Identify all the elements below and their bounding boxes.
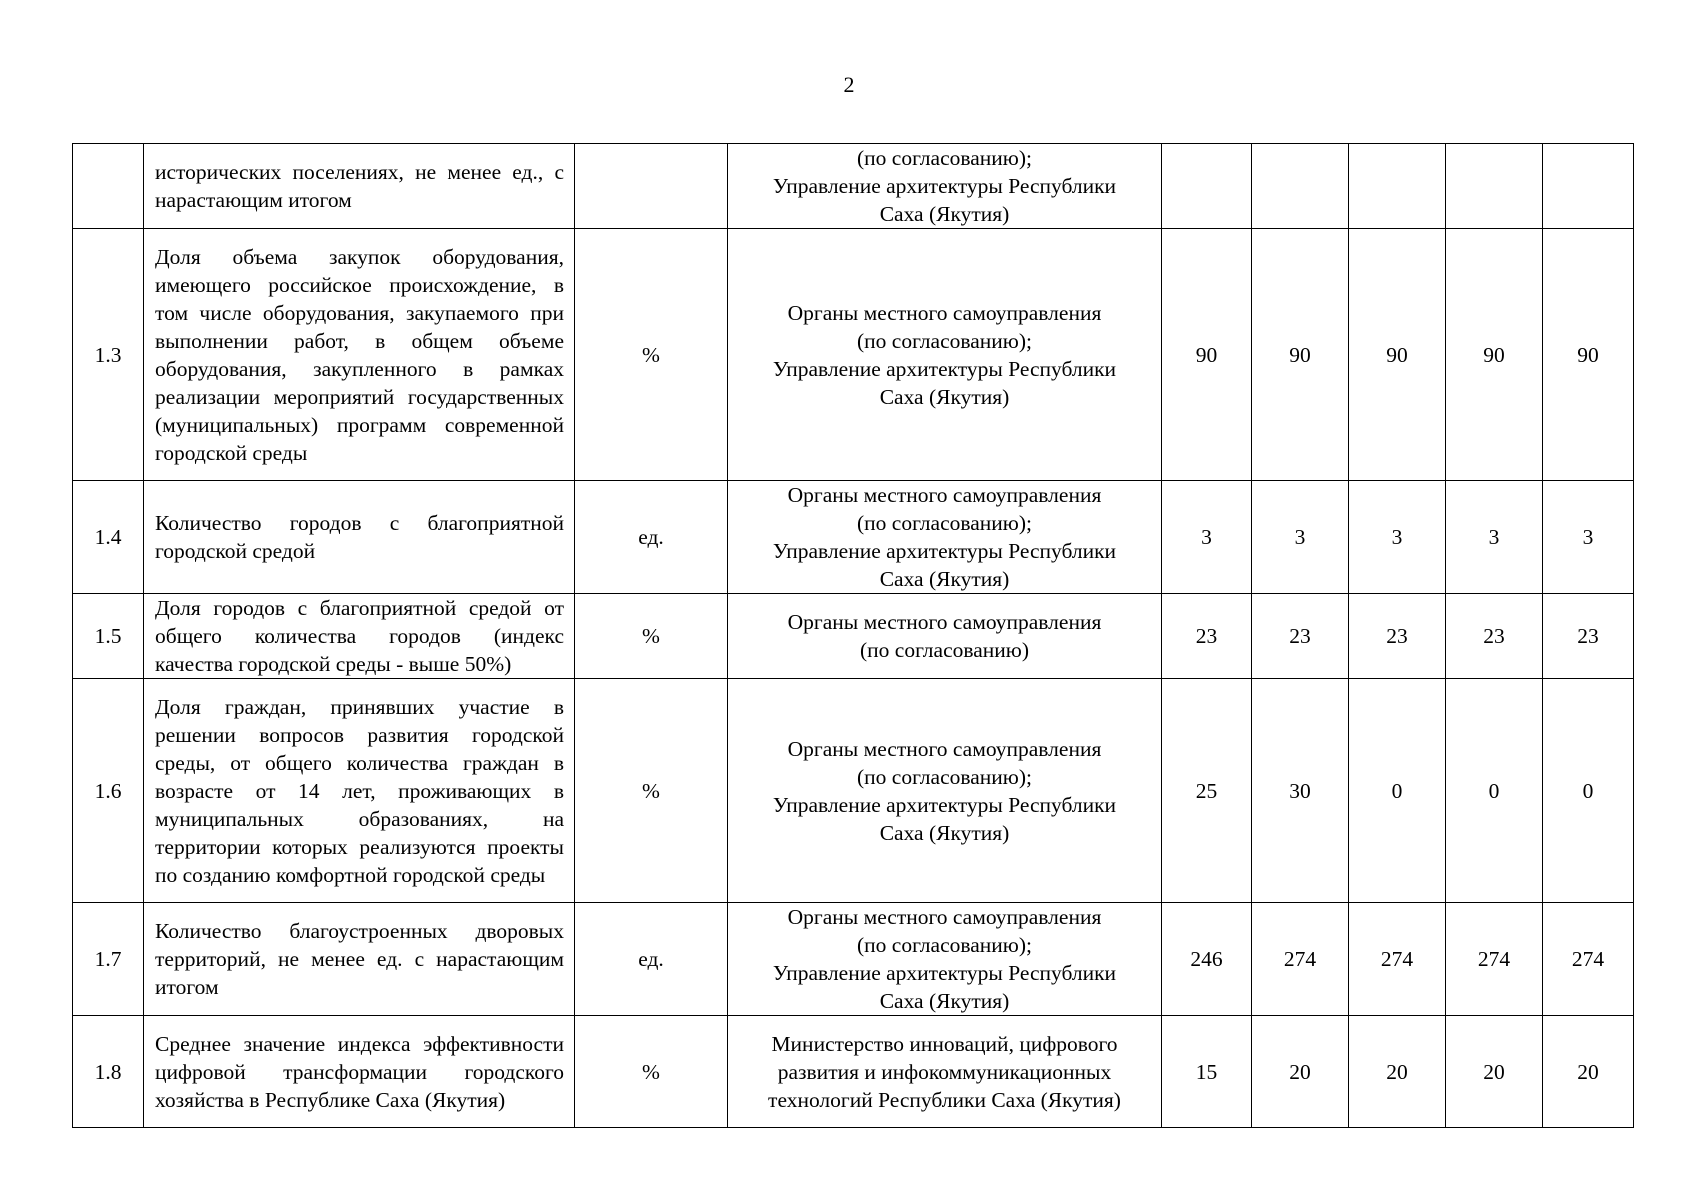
indicator-value-year-4: 274 <box>1446 903 1543 1016</box>
table-row <box>73 481 1634 594</box>
organization-line: Органы местного самоуправления <box>787 300 1102 325</box>
indicator-value-year-4: 3 <box>1446 481 1543 594</box>
indicator-value-year-5: 23 <box>1543 594 1634 679</box>
table-body <box>73 144 1634 1128</box>
indicator-value-year-4: 0 <box>1446 679 1543 903</box>
indicator-value-year-4: 20 <box>1446 1016 1543 1128</box>
organization-line: (по согласованию); <box>857 511 1032 535</box>
indicator-value-year-4 <box>1446 144 1543 229</box>
indicator-name: Количество благоустроенных дворовых территорий, не менее ед. с нарастающим итогом <box>144 903 575 1016</box>
organization-line: Саха (Якутия) <box>879 384 1010 409</box>
organization-line: развития и инфокоммуникационных <box>777 1059 1112 1084</box>
indicator-value-year-1: 23 <box>1162 594 1252 679</box>
organization-line: (по согласованию); <box>857 328 1032 353</box>
indicator-value-year-3 <box>1349 144 1446 229</box>
indicator-value-year-3: 23 <box>1349 594 1446 679</box>
indicator-number: 1.6 <box>73 679 144 903</box>
indicator-name: Доля граждан, принявших участие в решении вопросов развития городской среды, от общего количества граждан в возрасте от 14 лет, проживающих в муниципальных образованиях, на территории которых реализуются проекты по созданию комфортной городской среды <box>144 679 575 903</box>
indicator-number: 1.8 <box>73 1016 144 1128</box>
indicator-value-year-2: 30 <box>1252 679 1349 903</box>
table-row <box>73 144 1634 229</box>
indicator-value-year-3: 274 <box>1349 903 1446 1016</box>
responsible-organization <box>728 594 1162 679</box>
indicator-value-year-3: 3 <box>1349 481 1446 594</box>
indicator-value-year-2: 274 <box>1252 903 1349 1016</box>
indicator-value-year-5: 3 <box>1543 481 1634 594</box>
responsible-organization <box>728 1016 1162 1128</box>
table-row <box>73 679 1634 903</box>
organization-line: Саха (Якутия) <box>879 820 1010 845</box>
indicator-value-year-4: 23 <box>1446 594 1543 679</box>
indicator-value-year-2: 90 <box>1252 229 1349 481</box>
table-row <box>73 1016 1634 1128</box>
responsible-organization <box>728 144 1162 229</box>
indicator-unit: % <box>575 594 728 679</box>
responsible-organization <box>728 481 1162 594</box>
indicator-value-year-5: 90 <box>1543 229 1634 481</box>
organization-line: (по согласованию); <box>857 933 1032 957</box>
indicator-name: исторических поселениях, не менее ед., с нарастающим итогом <box>144 144 575 229</box>
indicator-number: 1.7 <box>73 903 144 1016</box>
organization-line: Органы местного самоуправления <box>787 905 1102 929</box>
indicator-value-year-1: 15 <box>1162 1016 1252 1128</box>
indicator-value-year-5: 0 <box>1543 679 1634 903</box>
indicator-name: Среднее значение индекса эффективности цифровой трансформации городского хозяйства в Республике Саха (Якутия) <box>144 1016 575 1128</box>
indicator-unit: % <box>575 679 728 903</box>
page-number: 2 <box>843 72 855 97</box>
indicator-unit <box>575 144 728 229</box>
indicator-name: Количество городов с благоприятной городской средой <box>144 481 575 594</box>
table-row <box>73 903 1634 1016</box>
indicator-unit: ед. <box>575 481 728 594</box>
indicator-value-year-3: 90 <box>1349 229 1446 481</box>
organization-line: технологий Республики Саха (Якутия) <box>768 1087 1121 1112</box>
responsible-organization <box>728 903 1162 1016</box>
organization-line: Управление архитектуры Республики <box>772 961 1117 985</box>
indicator-value-year-2 <box>1252 144 1349 229</box>
indicators-table <box>72 143 1634 1128</box>
indicator-value-year-5 <box>1543 144 1634 229</box>
indicator-value-year-3: 20 <box>1349 1016 1446 1128</box>
indicator-number: 1.5 <box>73 594 144 679</box>
responsible-organization <box>728 679 1162 903</box>
organization-line: Управление архитектуры Республики <box>772 539 1117 563</box>
indicator-value-year-4: 90 <box>1446 229 1543 481</box>
organization-line: Министерство инноваций, цифрового <box>771 1031 1118 1056</box>
organization-line: Органы местного самоуправления <box>787 483 1102 507</box>
indicator-value-year-1: 25 <box>1162 679 1252 903</box>
organization-line: (по согласованию) <box>859 638 1030 662</box>
organization-line: Саха (Якутия) <box>879 202 1010 226</box>
indicator-value-year-5: 20 <box>1543 1016 1634 1128</box>
organization-line: Саха (Якутия) <box>879 989 1010 1013</box>
responsible-organization <box>728 229 1162 481</box>
organization-line: (по согласованию); <box>857 764 1032 789</box>
indicator-number: 1.4 <box>73 481 144 594</box>
indicator-value-year-5: 274 <box>1543 903 1634 1016</box>
indicator-name: Доля городов с благоприятной средой от общего количества городов (индекс качества городской среды - выше 50%) <box>144 594 575 679</box>
indicator-unit: % <box>575 229 728 481</box>
indicator-number <box>73 144 144 229</box>
indicator-value-year-2: 23 <box>1252 594 1349 679</box>
indicator-unit: ед. <box>575 903 728 1016</box>
organization-line: Управление архитектуры Республики <box>772 356 1117 381</box>
indicator-value-year-3: 0 <box>1349 679 1446 903</box>
indicator-value-year-1: 90 <box>1162 229 1252 481</box>
indicator-value-year-2: 20 <box>1252 1016 1349 1128</box>
indicator-value-year-1: 3 <box>1162 481 1252 594</box>
indicator-value-year-1 <box>1162 144 1252 229</box>
organization-line: Управление архитектуры Республики <box>772 792 1117 817</box>
organization-line: Органы местного самоуправления <box>787 610 1102 634</box>
indicator-value-year-1: 246 <box>1162 903 1252 1016</box>
table-row <box>73 229 1634 481</box>
indicator-unit: % <box>575 1016 728 1128</box>
organization-line: Управление архитектуры Республики <box>772 174 1117 198</box>
organization-line: (по согласованию); <box>857 146 1032 170</box>
table-row <box>73 594 1634 679</box>
indicator-number: 1.3 <box>73 229 144 481</box>
organization-line: Органы местного самоуправления <box>787 736 1102 761</box>
organization-line: Саха (Якутия) <box>879 567 1010 591</box>
indicator-name: Доля объема закупок оборудования, имеющего российское происхождение, в том числе оборудования, закупаемого при выполнении работ, в общем объеме оборудования, закупленного в рамках реализации мероприятий государственных (муниципальных) программ современной городской среды <box>144 229 575 481</box>
indicator-value-year-2: 3 <box>1252 481 1349 594</box>
